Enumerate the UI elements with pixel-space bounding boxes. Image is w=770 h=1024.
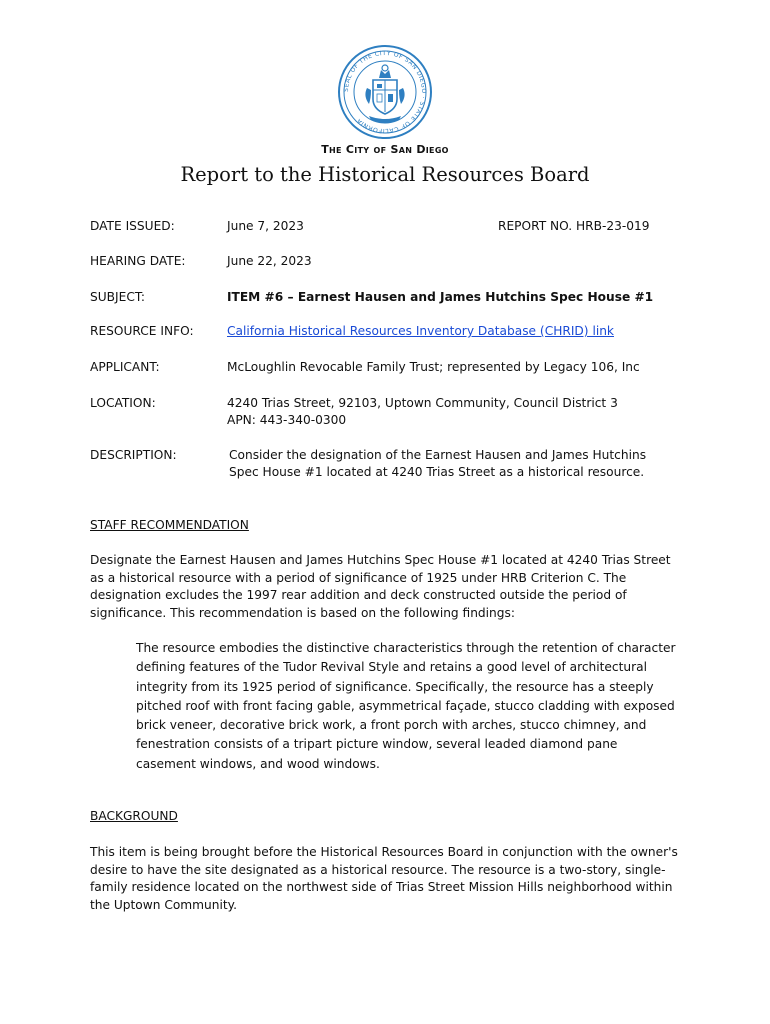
hearing-date-value: June 22, 2023 xyxy=(227,254,312,268)
description-value: Consider the designation of the Earnest Hausen and James Hutchins Spec House #1 located at 4240 Trias Street as a historical resource. xyxy=(229,448,647,479)
location-line-1: 4240 Trias Street, 92103, Uptown Community, Council District 3 xyxy=(227,396,618,410)
report-title: Report to the Historical Resources Board xyxy=(180,163,590,186)
subject-value: ITEM #6 – Earnest Hausen and James Hutchins Spec House #1 xyxy=(227,290,654,304)
resource-info-label: RESOURCE INFO: xyxy=(90,324,194,338)
date-issued-label: DATE ISSUED: xyxy=(90,219,175,233)
description-label: DESCRIPTION: xyxy=(90,448,177,462)
hearing-date-label: HEARING DATE: xyxy=(90,254,186,268)
staff-recommendation-paragraph: Designate the Earnest Hausen and James Hutchins Spec House #1 located at 4240 Trias Street as a historical resource with a period of significance of 1925 under HRB Criterion C. The designation excludes the 1997 rear addition and deck constructed outside the period of significance. This recommendation is based on the following findings: xyxy=(90,553,671,620)
resource-info-value xyxy=(227,323,697,340)
background-paragraph: This item is being brought before the Historical Resources Board in conjunction with the owner's desire to have the site designated as a historical resource. The resource is a two-story, single-family residence located on the northwest side of Trias Street Mission Hills neighborhood within the Uptown Community. xyxy=(90,845,678,912)
subject-label: SUBJECT: xyxy=(90,290,146,304)
location-label: LOCATION: xyxy=(90,396,156,410)
svg-text:SEAL OF THE CITY OF SAN DIEGO: SEAL OF THE CITY OF SAN DIEGO · STATE OF CALIFORNIA xyxy=(342,49,428,135)
date-issued-value: June 7, 2023 xyxy=(227,219,304,233)
finding-paragraph: The resource embodies the distinctive characteristics through the retention of character defining features of the Tudor Revival Style and retains a good level of architectural integrity from its 1925 period of significance. Specifically, the resource has a steeply pitched roof with front facing gable, asymmetrical façade, stucco cladding with exposed brick veneer, decorative brick work, a front porch with arches, stucco chimney, and fenestration consists of a tripart picture window, several leaded diamond pane casement windows, and wood windows. xyxy=(136,641,676,771)
applicant-label: APPLICANT: xyxy=(90,360,160,374)
chrid-link[interactable]: California Historical Resources Inventory Database (CHRID) link xyxy=(227,324,614,338)
city-name: The City of San Diego xyxy=(321,143,449,156)
background-heading: BACKGROUND xyxy=(90,809,178,823)
applicant-value: McLoughlin Revocable Family Trust; represented by Legacy 106, Inc xyxy=(227,360,640,374)
report-number: REPORT NO. HRB-23-019 xyxy=(498,219,650,233)
staff-recommendation-heading: STAFF RECOMMENDATION xyxy=(90,518,249,532)
city-seal-logo xyxy=(337,44,433,140)
location-line-2: APN: 443-340-0300 xyxy=(227,413,347,427)
